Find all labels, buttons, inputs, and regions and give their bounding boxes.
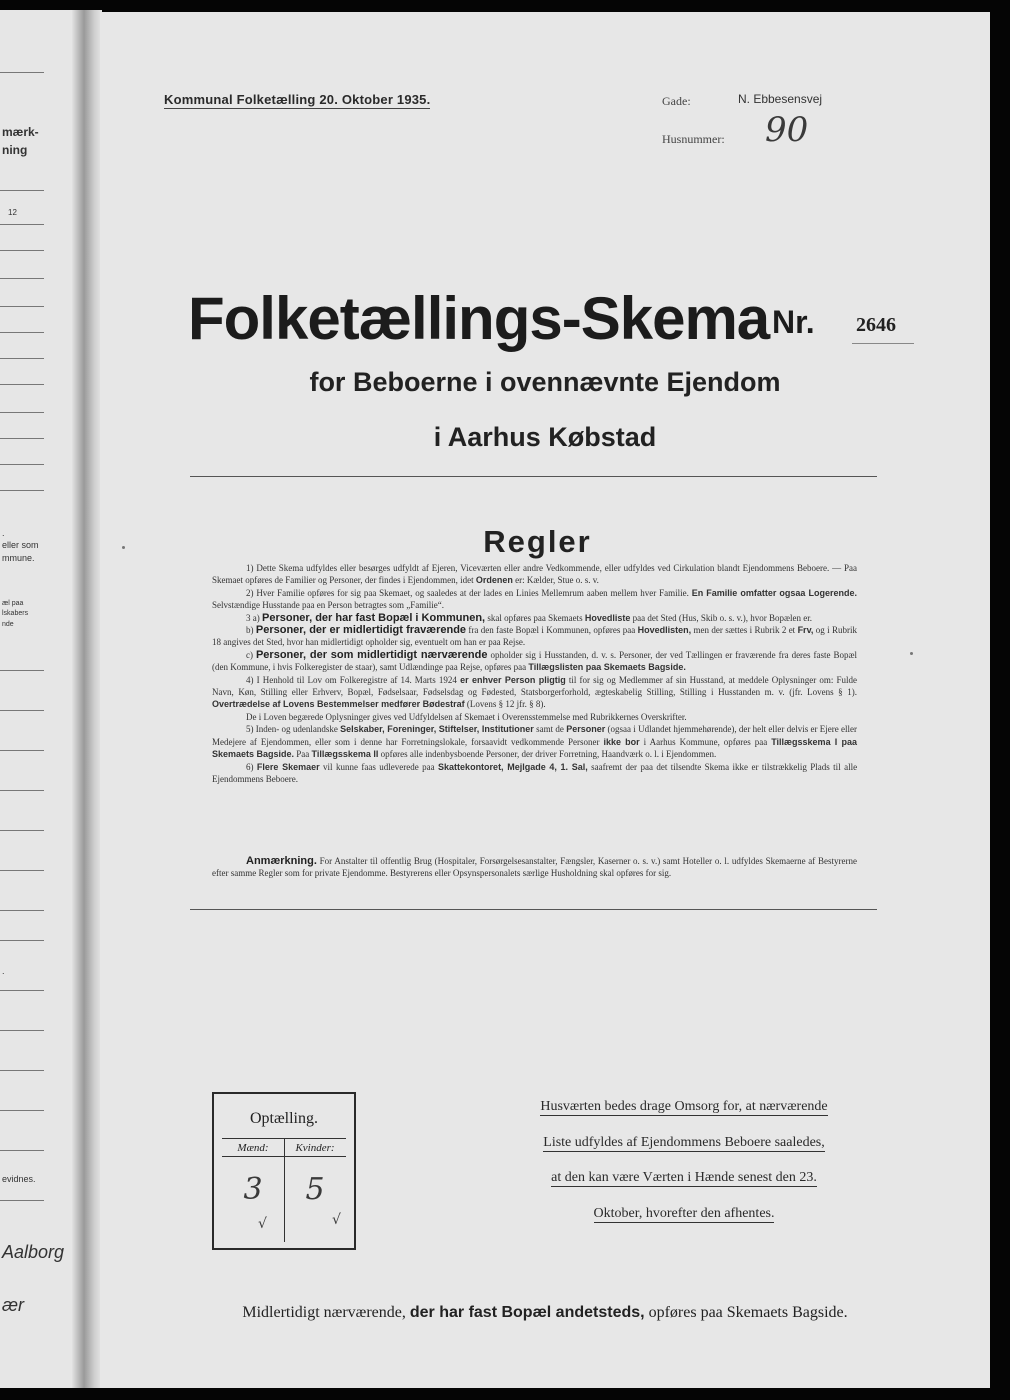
rule <box>0 278 44 279</box>
rule <box>0 990 44 991</box>
fragment-text: mmune. <box>2 553 35 563</box>
women-label: Kvinder: <box>295 1142 335 1154</box>
note-line-1: Husværten bedes drage Omsorg for, at nærværende <box>540 1099 828 1114</box>
fragment-text: ning <box>2 143 28 157</box>
house-number-label: Husnummer: <box>662 132 725 146</box>
facing-page <box>0 10 78 1388</box>
handwritten-fragment: ær <box>2 1295 24 1315</box>
rule <box>0 438 44 439</box>
rule <box>0 940 44 941</box>
rule <box>0 332 44 333</box>
men-label: Mænd: <box>237 1142 269 1154</box>
rule-1: 1) Dette Skema udfyldes eller besørges udfyldt af Ejeren, Viceværten eller andre Vedkommende, eller udfyldes ved Cirkulation blandt Ejendommens Beboere. — Paa Skemaet opføres de Familier og Personer, der findes i Ejendommen, idet Ordenen er: Kælder, Stue o. s. v. <box>212 563 857 586</box>
divider-top <box>190 476 877 477</box>
fragment-text: mærk- <box>2 125 39 139</box>
rule <box>0 464 44 465</box>
remark-label: Anmærkning. <box>246 855 317 867</box>
rule <box>0 490 44 491</box>
rule <box>0 306 44 307</box>
rule-4: 4) I Henhold til Lov om Folkeregistre af 14. Marts 1924 er enhver Person pligtig til for sig og Medlemmer af sin Husstand, at meddele Oplysninger om: Fulde Navn, Køn, Stilling eller Erhverv, Bopæl, Fødselsaar, Fødselsdag og Fødested, Statsborgerforhold, ægteskabelig Stilling, Stilling i Husstanden m. v. (jfr. Lovens § 1). Overtrædelse af Lovens Bestemmelser medfører Bødestraf (Lovens § 12 jfr. § 8). <box>212 674 857 710</box>
book-fold <box>72 10 102 1388</box>
count-title: Optælling. <box>249 1110 318 1127</box>
check-mark: √ <box>332 1212 341 1228</box>
rule <box>0 790 44 791</box>
rule <box>0 710 44 711</box>
count-box <box>212 1092 356 1250</box>
rule <box>0 1030 44 1031</box>
rule <box>0 870 44 871</box>
rule <box>0 412 44 413</box>
speck <box>122 546 125 549</box>
form-title: Folketællings-Skema <box>188 285 770 352</box>
rule-3c: c) Personer, der som midlertidigt nærværende opholder sig i Husstanden, d. v. s. Personer, der ved Tællingen er fraværende fra deres faste Bopæl (den Kommune, i hvis Folkeregister de staar), samt Udlændinge paa Rejse, opføres paa Tillægslisten paa Skemaets Bagside. <box>212 648 857 673</box>
fragment-text: nde <box>2 621 14 628</box>
street-value[interactable]: N. Ebbesensvej <box>738 92 823 106</box>
fragment-text: lskabers <box>2 610 29 617</box>
note-line-2: Liste udfyldes af Ejendommens Beboere saaledes, <box>543 1135 825 1150</box>
rule-3a: 3 a) Personer, der har fast Bopæl i Kommunen, skal opføres paa Skemaets Hovedliste paa det Sted (Hus, Skib o. s. v.), hvor Bopælen er. <box>246 611 813 624</box>
rule <box>0 224 44 225</box>
rules-text <box>212 562 857 785</box>
rule <box>0 750 44 751</box>
note-line-4: Oktober, hvorefter den afhentes. <box>593 1206 775 1221</box>
subtitle-city: i Aarhus Købstad <box>433 422 657 452</box>
fragment-text: . <box>2 966 5 976</box>
rule <box>0 910 44 911</box>
speck <box>910 652 913 655</box>
rule-4-cont: De i Loven begærede Oplysninger gives ved Udfyldelsen af Skemaet i Overensstemmelse med Rubrikkernes Overskrifter. <box>246 711 687 722</box>
rule-2: 2) Hver Familie opføres for sig paa Skemaet, og saaledes at der lades en Linies Mellemrum aaben mellem hver Familie. En Familie omfatter ogsaa Logerende. Selvstændige Husstande paa en Person betragtes som „Familie“. <box>212 587 857 611</box>
rule <box>0 250 44 251</box>
rule-5: 5) Inden- og udenlandske Selskaber, Foreninger, Stiftelser, Institutioner samt de Personer (ogsaa i Udlandet hjemmehørende), der helt eller delvis er Ejere eller Medejere af Ejendommen, eller som i denne har Forretningslokale, forsaavidt vedkommende Personer ikke bor i Aarhus Kommune, opføres paa Tillægsskema I paa Skemaets Bagside. Paa Tillægsskema II opføres alle indenbysboende Personer, der driver Forretning, Haandværk o. l. i Ejendommen. <box>212 724 858 760</box>
handwritten-fragment: Aalborg <box>2 1242 65 1262</box>
rule <box>0 670 44 671</box>
check-mark: √ <box>258 1216 267 1232</box>
rule-3b: b) Personer, der er midlertidigt fraværende fra den faste Bopæl i Kommunen, opføres paa Hovedlisten, men der sættes i Rubrik 2 et Frv, og i Rubrik 18 angives det Sted, hvor han midlertidigt opholder sig, eventuelt om han er paa Rejse. <box>212 624 858 648</box>
remark-text: Anmærkning. For Anstalter til offentlig Brug (Hospitaler, Forsørgelsesanstalter, Fængsler, Kaserner o. s. v.) samt Hoteller o. l. udfyldes Skemaerne af Bestyrerne efter samme Regler som for private Ejendomme. Bestyrerens eller Opsynspersonalets særlige Husholdning skal opføres for sig. <box>212 855 858 879</box>
rule <box>0 190 44 191</box>
rule-6: 6) Flere Skemaer vil kunne faas udleverede paa Skattekontoret, Mejlgade 4, 1. Sal, saafremt der paa det tilsendte Skema ikke er tilstrækkelig Plads til alle Ejendommens Beboere. <box>212 761 858 784</box>
fragment-text: æl paa <box>2 600 24 607</box>
census-form-page <box>100 12 990 1388</box>
rules-heading: Regler <box>483 524 592 559</box>
women-count[interactable]: 5 <box>305 1172 325 1207</box>
rule <box>0 1110 44 1111</box>
form-number-label: Nr. <box>772 304 815 340</box>
footer-note: Midlertidigt nærværende, der har fast Bopæl andetsteds, opføres paa Skemaets Bagside. <box>242 1304 848 1321</box>
fragment-text: 12 <box>8 208 17 217</box>
men-count[interactable]: 3 <box>243 1172 263 1207</box>
fragment-text: evidnes. <box>2 1174 36 1184</box>
census-header: Kommunal Folketælling 20. Oktober 1935. <box>164 92 431 107</box>
divider-bottom <box>190 909 877 910</box>
rule <box>0 1200 44 1201</box>
rule <box>0 830 44 831</box>
fragment-text: . <box>2 528 5 538</box>
rule <box>0 1070 44 1071</box>
fragment-text: eller som <box>2 540 39 550</box>
rule <box>0 72 44 73</box>
rule <box>0 1150 44 1151</box>
street-label: Gade: <box>662 94 691 108</box>
form-number-line <box>852 343 914 344</box>
rule <box>0 358 44 359</box>
note-line-3: at den kan være Værten i Hænde senest den 23. <box>551 1170 817 1185</box>
form-number-value: 2646 <box>856 314 896 336</box>
house-number-value[interactable]: 90 <box>765 110 809 150</box>
subtitle-residents: for Beboerne i ovennævnte Ejendom <box>309 367 781 397</box>
rule <box>0 384 44 385</box>
